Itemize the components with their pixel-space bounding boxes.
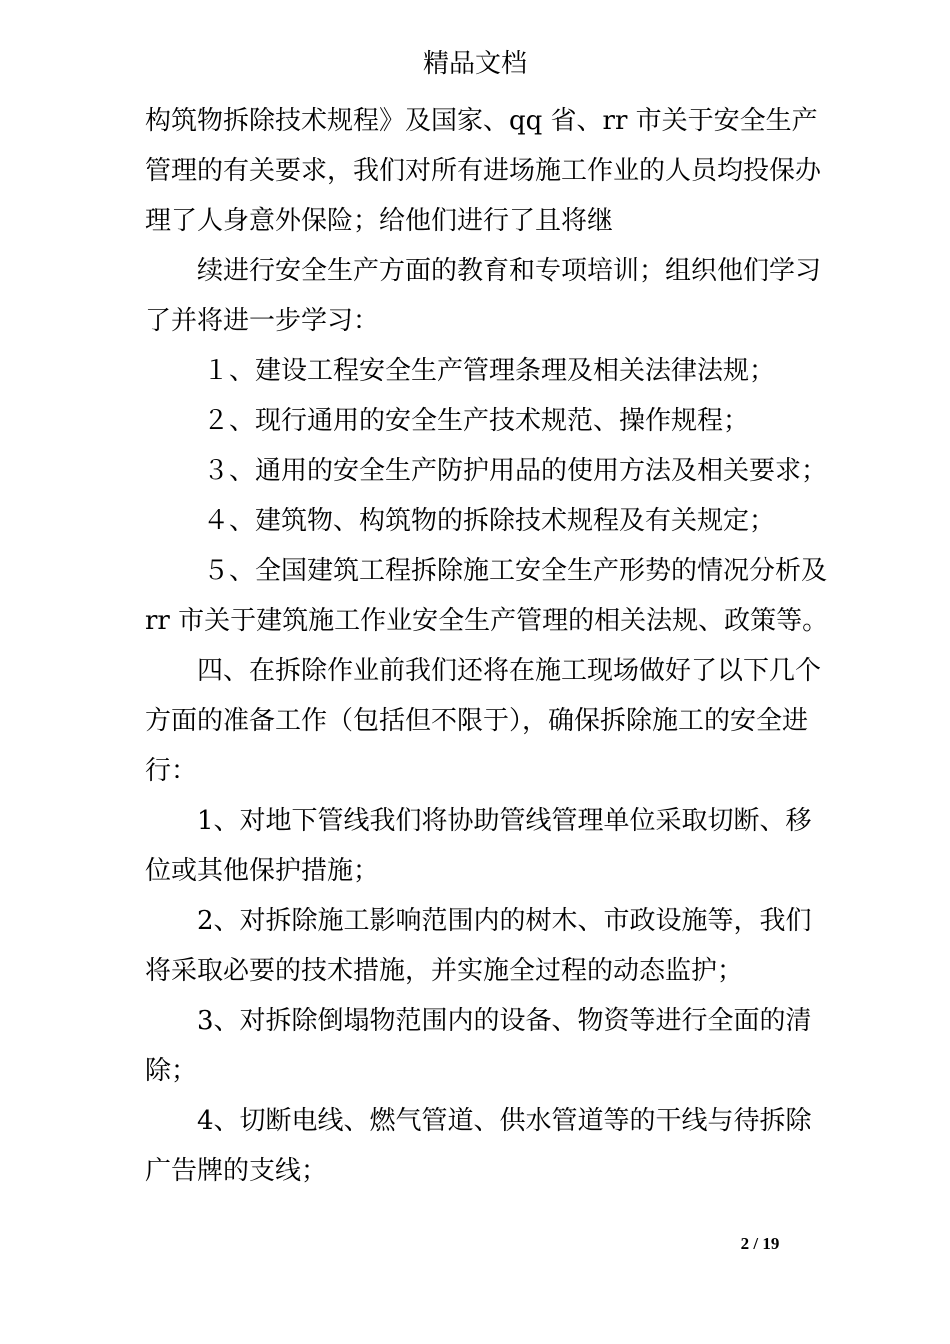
- paragraph: [145, 246, 822, 346]
- text-line: rr 市关于建筑施工作业安全生产管理的相关法规、政策等。: [145, 606, 829, 636]
- text-line: 方面的准备工作（包括但不限于），确保拆除施工的安全进: [145, 706, 809, 736]
- text-line: 了并将进一步学习：: [145, 306, 380, 336]
- text-line: 1、对地下管线我们将协助管线管理单位采取切断、移: [197, 806, 812, 836]
- text-line: 广告牌的支线；: [145, 1156, 328, 1186]
- text-line: ３、通用的安全生产防护用品的使用方法及相关要求；: [203, 456, 828, 486]
- text-line: ４、建筑物、构筑物的拆除技术规程及有关规定；: [203, 506, 776, 536]
- text-line: 3、对拆除倒塌物范围内的设备、物资等进行全面的清: [197, 1006, 812, 1036]
- list-item: [145, 446, 828, 496]
- text-line: ２、现行通用的安全生产技术规范、操作规程；: [203, 406, 750, 436]
- text-line: 4、切断电线、燃气管道、供水管道等的干线与待拆除: [197, 1106, 812, 1136]
- list-item: [145, 496, 815, 546]
- text-line: 续进行安全生产方面的教育和专项培训；组织他们学习: [197, 256, 822, 286]
- text-line: １、建设工程安全生产管理条理及相关法律法规；: [203, 356, 776, 386]
- document-body: [145, 96, 829, 1196]
- text-line: 理了人身意外保险；给他们进行了且将继: [145, 206, 614, 236]
- text-line: 四、在拆除作业前我们还将在施工现场做好了以下几个: [197, 656, 822, 686]
- list-item: [145, 1096, 815, 1196]
- text-line: 将采取必要的技术措施，并实施全过程的动态监护；: [145, 956, 744, 986]
- paragraph: [145, 96, 822, 246]
- list-item: [145, 996, 815, 1096]
- paragraph: [145, 646, 822, 796]
- list-item: [145, 396, 815, 446]
- text-line: 位或其他保护措施；: [145, 856, 380, 886]
- text-line: ５、全国建筑工程拆除施工安全生产形势的情况分析及: [203, 556, 828, 586]
- text-line: 管理的有关要求，我们对所有进场施工作业的人员均投保办: [145, 156, 822, 186]
- list-item: [145, 346, 815, 396]
- page-number: 2 / 19: [740, 1234, 780, 1253]
- text-line: 行：: [145, 756, 198, 786]
- list-item: [145, 796, 815, 896]
- text-line: 2、对拆除施工影响范围内的树木、市政设施等，我们: [197, 906, 812, 936]
- text-line: 除；: [145, 1056, 198, 1086]
- list-item: [145, 546, 829, 646]
- list-item: [145, 896, 815, 996]
- text-line: 构筑物拆除技术规程》及国家、qq 省、rr 市关于安全生产: [145, 106, 818, 136]
- page-header-title: 精品文档: [422, 49, 527, 79]
